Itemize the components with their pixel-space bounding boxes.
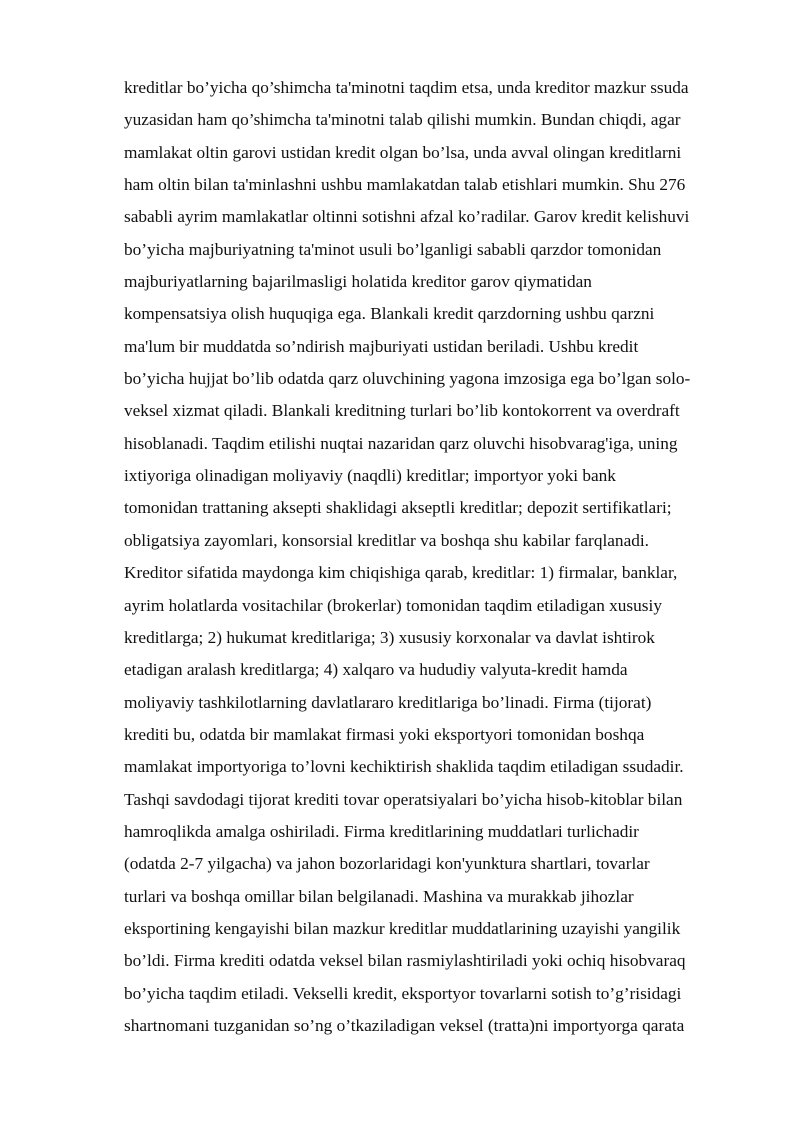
- text-line: Tashqi savdodagi tijorat krediti tovar operatsiyalari bo’yicha hisob-kitoblar bilan: [124, 789, 683, 809]
- text-line: bo’yicha majburiyatning ta'minot usuli bo’lganligi sababli qarzdor tomonidan: [124, 239, 662, 259]
- text-line: krediti bu, odatda bir mamlakat firmasi yoki eksportyori tomonidan boshqa: [124, 724, 645, 744]
- text-line: shartnomani tuzganidan so’ng o’tkaziladigan veksel (tratta)ni importyorga qarata: [124, 1015, 685, 1035]
- text-line: bo’ldi. Firma krediti odatda veksel bilan rasmiylashtiriladi yoki ochiq hisobvaraq: [124, 951, 686, 971]
- text-line: kreditlarga; 2) hukumat kreditlariga; 3) xususiy korxonalar va davlat ishtirok: [124, 627, 655, 647]
- text-line: kompensatsiya olish huquqiga ega. Blankali kredit qarzdorning ushbu qarzni: [124, 304, 655, 324]
- text-line: kreditlar bo’yicha qo’shimcha ta'minotni taqdim etsa, unda kreditor mazkur ssuda: [124, 78, 689, 97]
- text-line: ayrim holatlarda vositachilar (brokerlar) tomonidan taqdim etiladigan xususiy: [124, 595, 662, 615]
- text-line: moliyaviy tashkilotlarning davlatlararo kreditlariga bo’linadi. Firma (tijorat): [124, 692, 652, 712]
- text-line: mamlakat importyoriga to’lovni kechiktirish shaklida taqdim etiladigan ssudadir.: [124, 757, 684, 777]
- text-line: veksel xizmat qiladi. Blankali kreditning turlari bo’lib kontokorrent va overdraft: [124, 401, 680, 421]
- text-line: eksportining kengayishi bilan mazkur kreditlar muddatlarining uzayishi yangilik: [124, 918, 681, 938]
- text-line: majburiyatlarning bajarilmasligi holatida kreditor garov qiymatidan: [124, 272, 592, 292]
- text-line: mamlakat oltin garovi ustidan kredit olgan bo’lsa, unda avval olingan kreditlarni: [124, 142, 682, 162]
- text-line: (odatda 2-7 yilgacha) va jahon bozorlaridagi kon'yunktura shartlari, tovarlar: [124, 854, 650, 874]
- text-line: hisoblanadi. Taqdim etilishi nuqtai nazaridan qarz oluvchi hisobvarag'iga, uning: [124, 433, 678, 453]
- text-line: sababli ayrim mamlakatlar oltinni sotishni afzal ko’radilar. Garov kredit kelishuvi: [124, 207, 690, 227]
- body-text: [124, 72, 744, 1042]
- text-line: hamroqlikda amalga oshiriladi. Firma kreditlarining muddatlari turlichadir: [124, 821, 639, 841]
- text-line: bo’yicha hujjat bo’lib odatda qarz oluvchining yagona imzosiga ega bo’lgan solo-: [124, 369, 691, 389]
- text-line: ma'lum bir muddatda so’ndirish majburiyati ustidan beriladi. Ushbu kredit: [124, 336, 639, 356]
- text-line: Kreditor sifatida maydonga kim chiqishiga qarab, kreditlar: 1) firmalar, banklar,: [124, 563, 678, 583]
- text-line: obligatsiya zayomlari, konsorsial kreditlar va boshqa shu kabilar farqlanadi.: [124, 530, 650, 550]
- text-line: turlari va boshqa omillar bilan belgilanadi. Mashina va murakkab jihozlar: [124, 886, 634, 906]
- text-line: ixtiyoriga olinadigan moliyaviy (naqdli) kreditlar; importyor yoki bank: [124, 466, 616, 486]
- text-line: yuzasidan ham qo’shimcha ta'minotni talab qilishi mumkin. Bundan chiqdi, agar: [124, 110, 681, 130]
- text-line: ham oltin bilan ta'minlashni ushbu mamlakatdan talab etishlari mumkin. Shu 276: [124, 175, 686, 195]
- text-line: etadigan aralash kreditlarga; 4) xalqaro va hududiy valyuta-kredit hamda: [124, 660, 628, 680]
- text-line: tomonidan trattaning aksepti shaklidagi akseptli kreditlar; depozit sertifikatlari;: [124, 498, 672, 518]
- text-line: bo’yicha taqdim etiladi. Vekselli kredit, eksportyor tovarlarni sotish to’g’risidagi: [124, 983, 682, 1003]
